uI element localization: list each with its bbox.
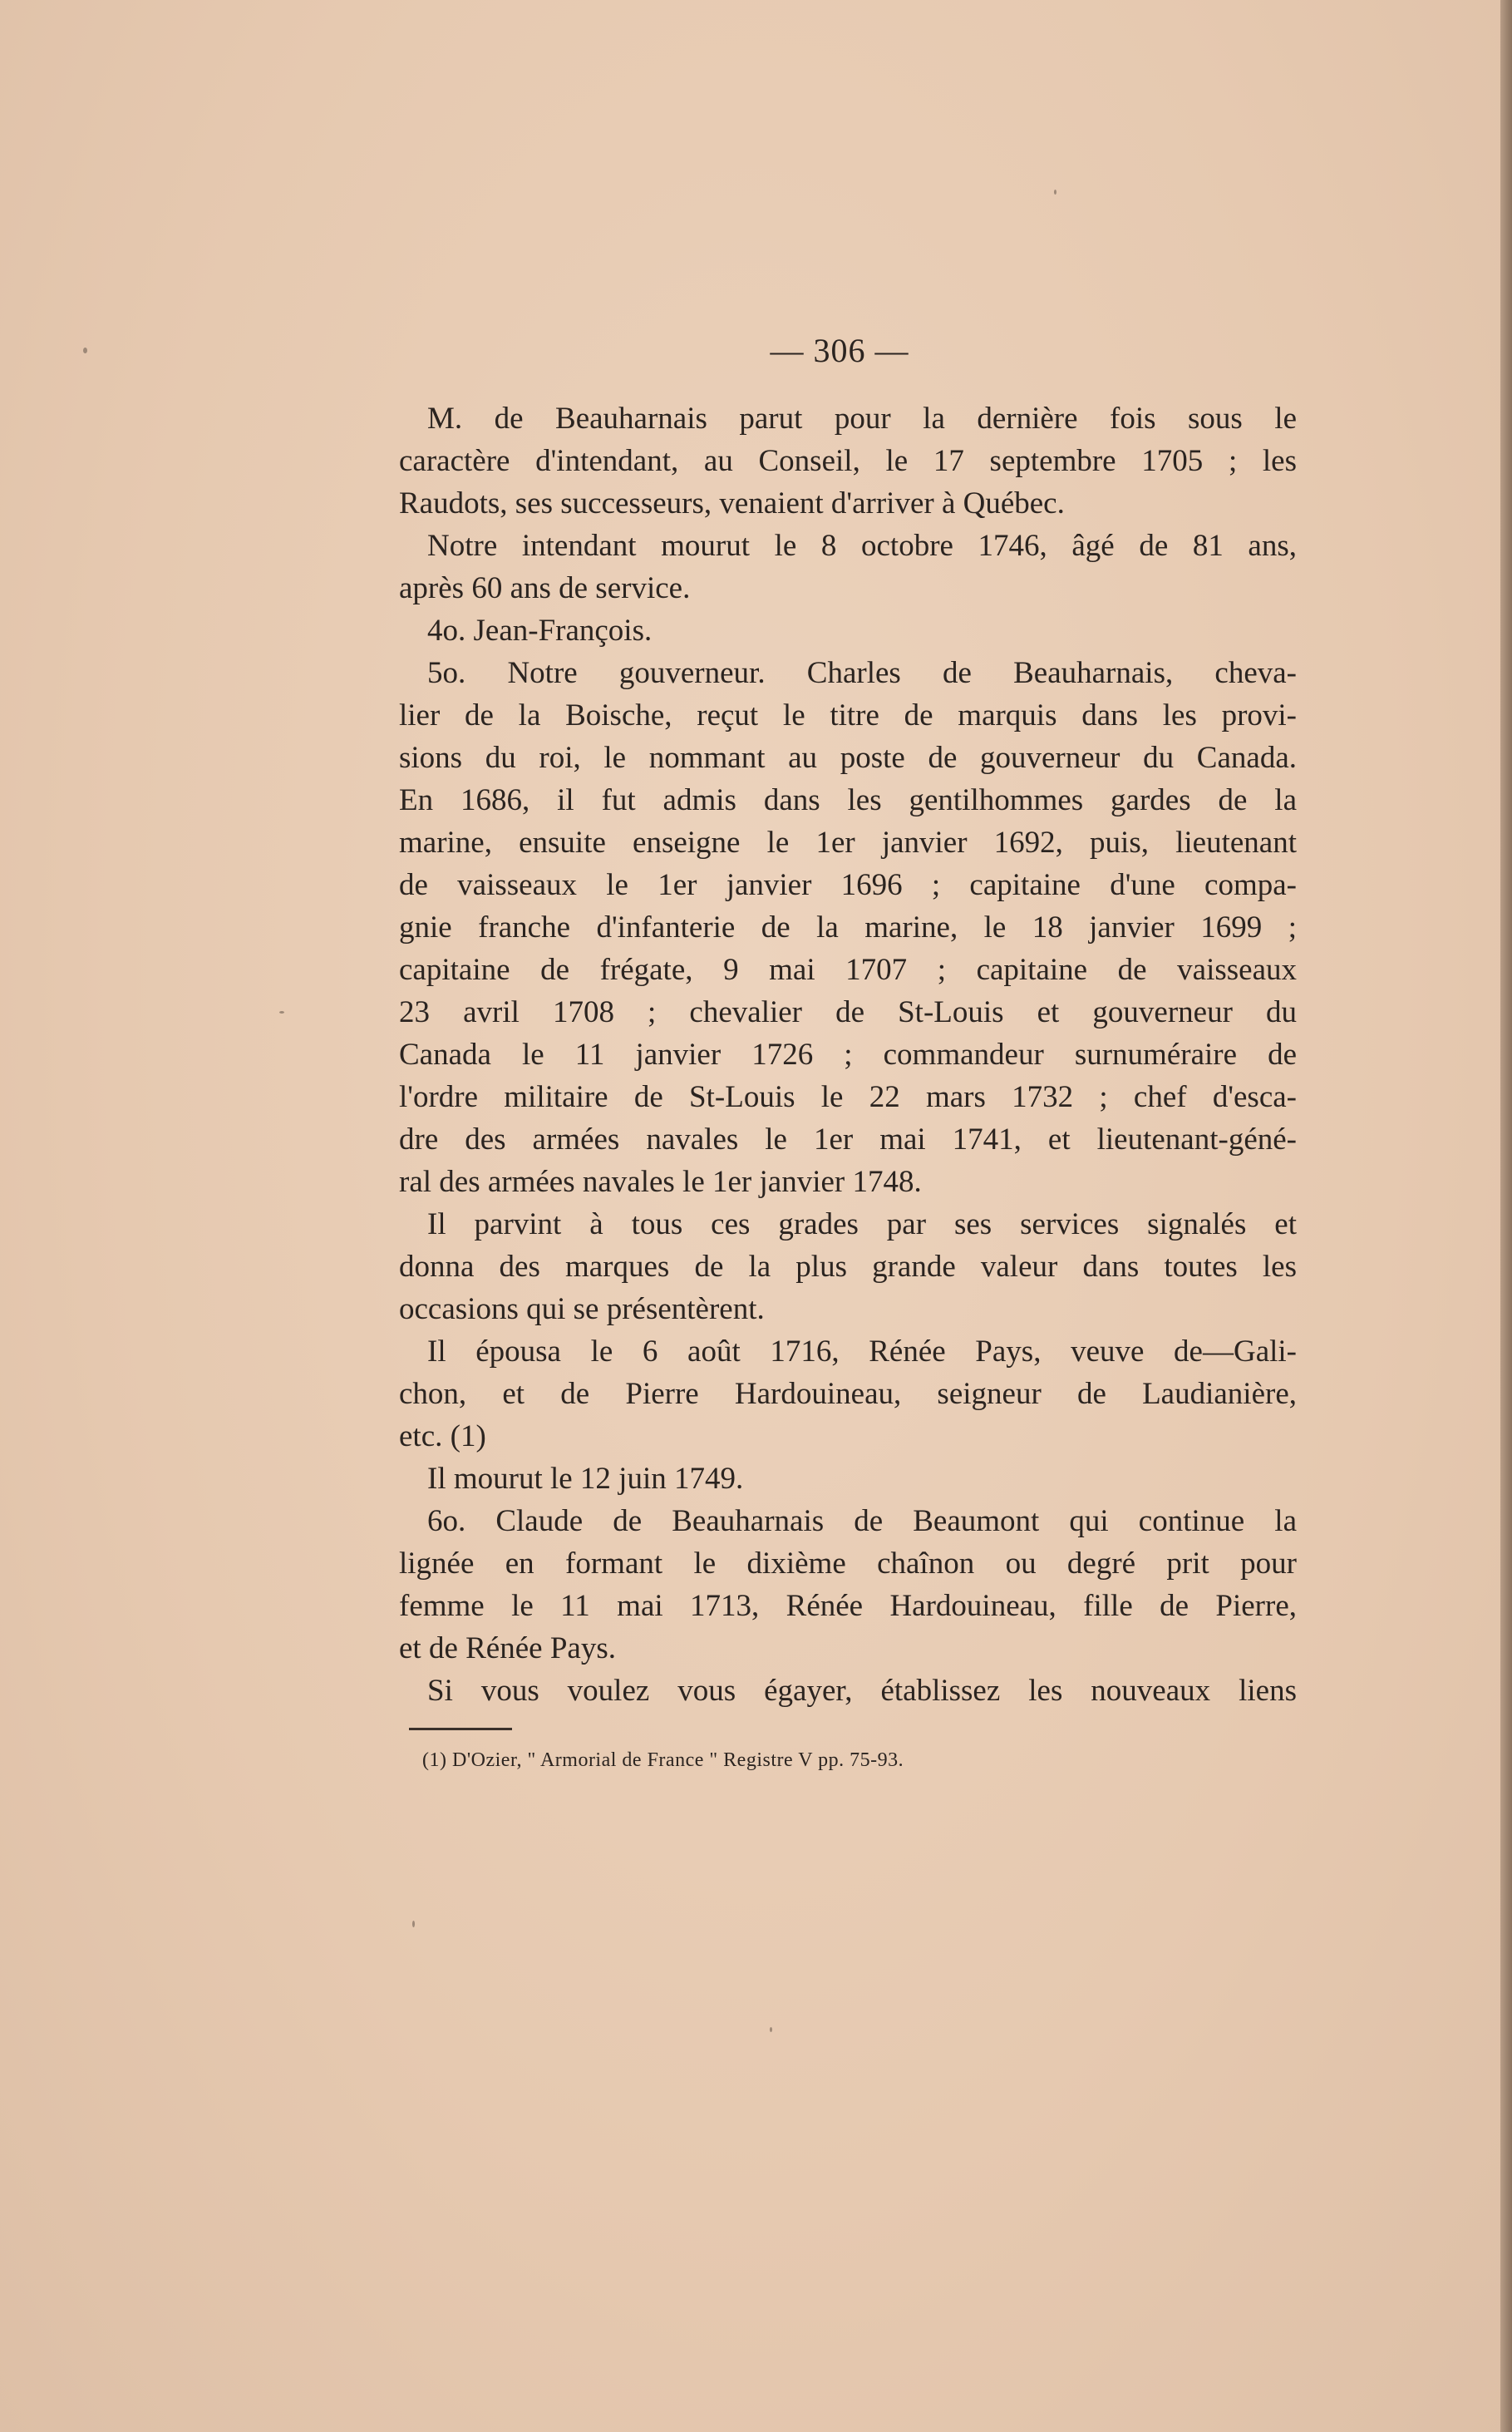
text-line: caractère d'intendant, au Conseil, le 17 septembre 1705 ; les — [399, 444, 1297, 478]
page-number: — 306 — — [770, 332, 909, 369]
text-line: après 60 ans de service. — [399, 571, 691, 605]
text-line: Il mourut le 12 juin 1749. — [427, 1462, 744, 1496]
paper-speck — [412, 1921, 415, 1927]
text-line: et de Rénée Pays. — [399, 1631, 616, 1665]
text-line: 23 avril 1708 ; chevalier de St-Louis et gouverneur du — [399, 995, 1297, 1029]
paper-speck — [1054, 190, 1056, 195]
text-line: En 1686, il fut admis dans les gentilhommes gardes de la — [399, 783, 1297, 817]
text-line: sions du roi, le nommant au poste de gouverneur du Canada. — [399, 741, 1297, 775]
text-line: gnie franche d'infanterie de la marine, le 18 janvier 1699 ; — [399, 910, 1297, 945]
text-line: Canada le 11 janvier 1726 ; commandeur surnuméraire de — [399, 1038, 1297, 1072]
text-line: 6o. Claude de Beauharnais de Beaumont qui continue la — [427, 1504, 1297, 1538]
paper-speck — [770, 2027, 772, 2032]
text-line: 4o. Jean-François. — [427, 614, 653, 648]
paper-speck — [279, 1011, 284, 1014]
text-line: lignée en formant le dixième chaînon ou degré prit pour — [399, 1547, 1297, 1581]
text-line: l'ordre militaire de St-Louis le 22 mars 1732 ; chef d'esca- — [399, 1080, 1297, 1114]
text-line: occasions qui se présentèrent. — [399, 1292, 765, 1326]
paper-speck — [83, 348, 87, 353]
text-line: de vaisseaux le 1er janvier 1696 ; capitaine d'une compa- — [399, 868, 1297, 902]
text-line: M. de Beauharnais parut pour la dernière fois sous le — [427, 402, 1297, 436]
body-text — [399, 397, 1297, 1712]
text-line: Il parvint à tous ces grades par ses services signalés et — [427, 1207, 1297, 1241]
text-line: donna des marques de la plus grande valeur dans toutes les — [399, 1250, 1297, 1284]
text-line: capitaine de frégate, 9 mai 1707 ; capitaine de vaisseaux — [399, 953, 1297, 987]
text-line: Raudots, ses successeurs, venaient d'arriver à Québec. — [399, 486, 1065, 520]
text-line: etc. (1) — [399, 1419, 486, 1453]
text-line: marine, ensuite enseigne le 1er janvier 1692, puis, lieutenant — [399, 826, 1297, 860]
text-line: Notre intendant mourut le 8 octobre 1746, âgé de 81 ans, — [427, 529, 1297, 563]
footnote: (1) D'Ozier, " Armorial de France " Registre V pp. 75-93. — [422, 1749, 904, 1771]
footnote-rule — [409, 1728, 512, 1730]
page-edge-shadow — [1500, 0, 1512, 2432]
text-line: chon, et de Pierre Hardouineau, seigneur de Laudianière, — [399, 1377, 1297, 1411]
text-line: lier de la Boische, reçut le titre de marquis dans les provi- — [399, 698, 1297, 733]
text-line: 5o. Notre gouverneur. Charles de Beauharnais, cheva- — [427, 656, 1297, 690]
text-line: Il épousa le 6 août 1716, Rénée Pays, veuve de—Gali- — [427, 1334, 1297, 1369]
text-line: Si vous voulez vous égayer, établissez les nouveaux liens — [427, 1674, 1297, 1708]
text-line: ral des armées navales le 1er janvier 1748. — [399, 1165, 922, 1199]
text-line: femme le 11 mai 1713, Rénée Hardouineau, fille de Pierre, — [399, 1589, 1297, 1623]
text-line: dre des armées navales le 1er mai 1741, et lieutenant-géné- — [399, 1122, 1297, 1157]
